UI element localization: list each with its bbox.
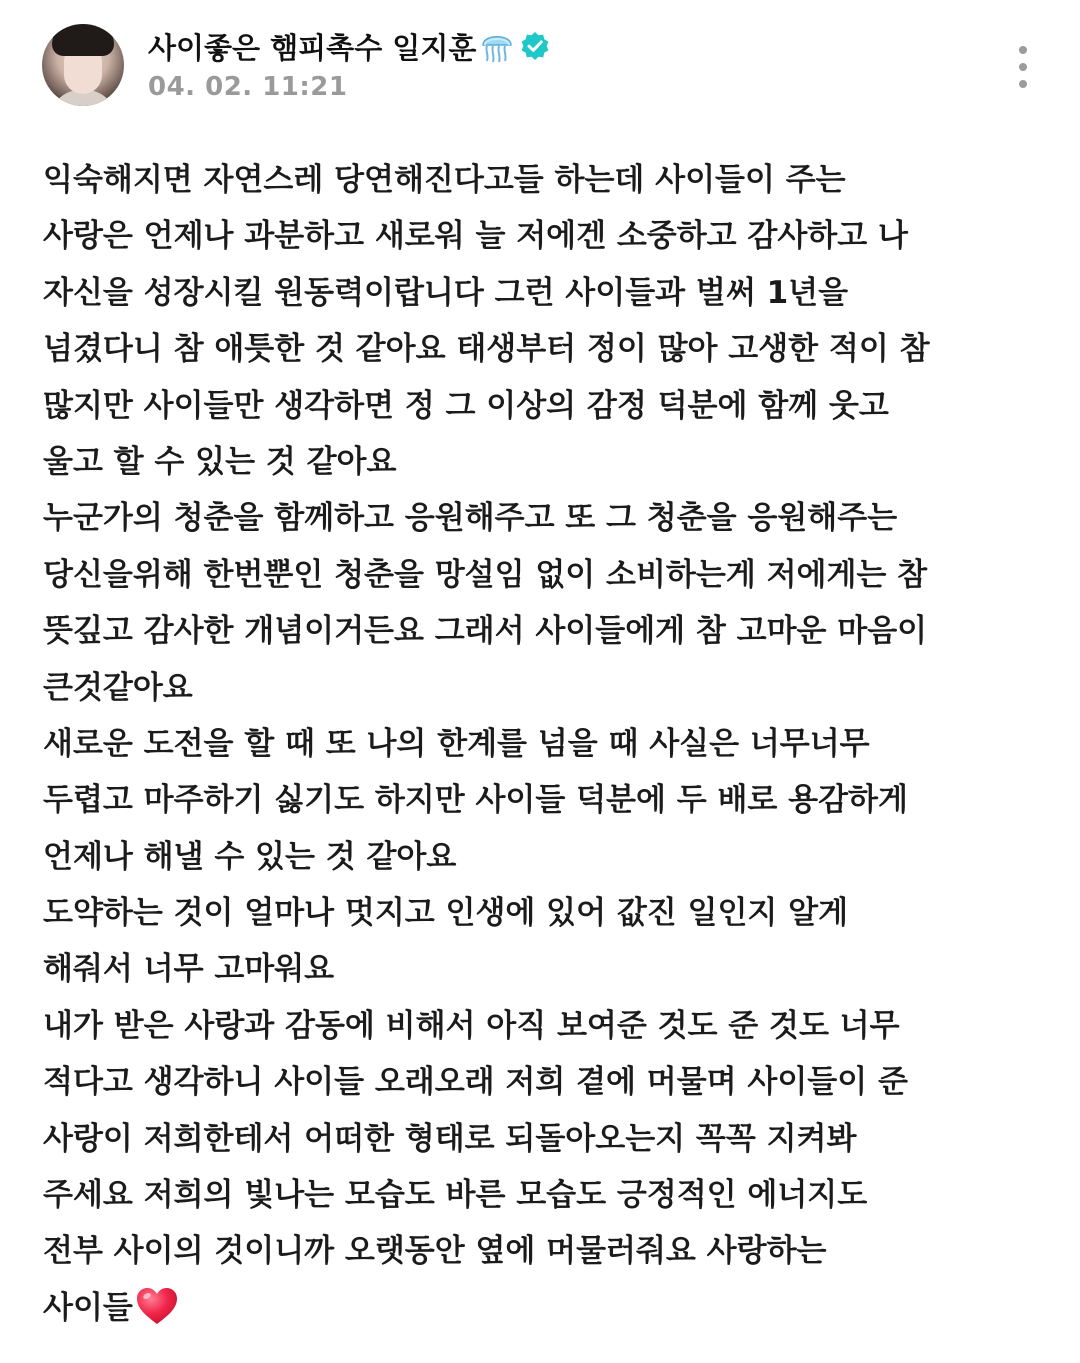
post-line: 넘겼다니 참 애틋한 것 같아요 태생부터 정이 많아 고생한 적이 참 <box>43 331 930 368</box>
post-line: 익숙해지면 자연스레 당연해진다고들 하는데 사이들이 주는 <box>43 162 846 198</box>
post-line: 당신을위해 한번뿐인 청춘을 망설임 없이 소비하는게 저에게는 참 <box>43 556 928 593</box>
post-line: 두렵고 마주하기 싫기도 하지만 사이들 덕분에 두 배로 용감하게 <box>43 782 908 819</box>
post-line: 사랑은 언제나 과분하고 새로워 늘 저에겐 소중하고 감사하고 나 <box>43 218 908 255</box>
post-line-last <box>43 1280 1043 1336</box>
author-name[interactable]: 사이좋은 햄피촉수 일지훈 <box>148 30 477 65</box>
more-vertical-icon[interactable] <box>1008 42 1038 92</box>
red-heart-icon <box>135 1286 179 1326</box>
post-line: 해줘서 너무 고마워요 <box>43 951 335 988</box>
post-line: 큰것같아요 <box>43 669 193 706</box>
post-line: 자신을 성장시킬 원동력이랍니다 그런 사이들과 벌써 1년을 <box>43 274 849 311</box>
jellyfish-icon <box>480 28 514 64</box>
post-body <box>43 152 1043 1336</box>
avatar-hair <box>52 24 114 56</box>
post-line: 주세요 저희의 빛나는 모습도 바른 모습도 긍정적인 에너지도 <box>43 1177 868 1214</box>
more-dot <box>1019 63 1027 71</box>
more-dot <box>1019 46 1027 54</box>
post-line: 언제나 해낼 수 있는 것 같아요 <box>43 838 457 875</box>
post-line: 내가 받은 사랑과 감동에 비해서 아직 보여준 것도 준 것도 너무 <box>43 1007 900 1044</box>
post-line: 사랑이 저희한테서 어떠한 형태로 되돌아오는지 꼭꼭 지켜봐 <box>43 1120 857 1157</box>
post-line-text: 사이들 <box>43 1289 133 1326</box>
post-line: 누군가의 청춘을 함께하고 응원해주고 또 그 청춘을 응원해주는 <box>43 500 898 537</box>
post-line: 새로운 도전을 할 때 또 나의 한계를 넘을 때 사실은 너무너무 <box>43 725 870 762</box>
verified-badge-icon <box>520 31 550 61</box>
more-dot <box>1019 80 1027 88</box>
post-header <box>40 22 1040 112</box>
author-row <box>148 26 550 66</box>
post-line: 적다고 생각하니 사이들 오래오래 저희 곁에 머물며 사이들이 준 <box>43 1064 908 1101</box>
profile-avatar[interactable] <box>42 24 124 106</box>
post-line: 도약하는 것이 얼마나 멋지고 인생에 있어 값진 일인지 알게 <box>43 895 849 932</box>
post-line: 울고 할 수 있는 것 같아요 <box>43 443 397 480</box>
post-timestamp: 04. 02. 11:21 <box>148 72 348 102</box>
post-line: 뜻깊고 감사한 개념이거든요 그래서 사이들에게 참 고마운 마음이 <box>43 613 928 650</box>
post-line: 전부 사이의 것이니까 오랫동안 옆에 머물러줘요 사랑하는 <box>43 1233 827 1270</box>
post-line: 많지만 사이들만 생각하면 정 그 이상의 감정 덕분에 함께 웃고 <box>43 387 889 424</box>
